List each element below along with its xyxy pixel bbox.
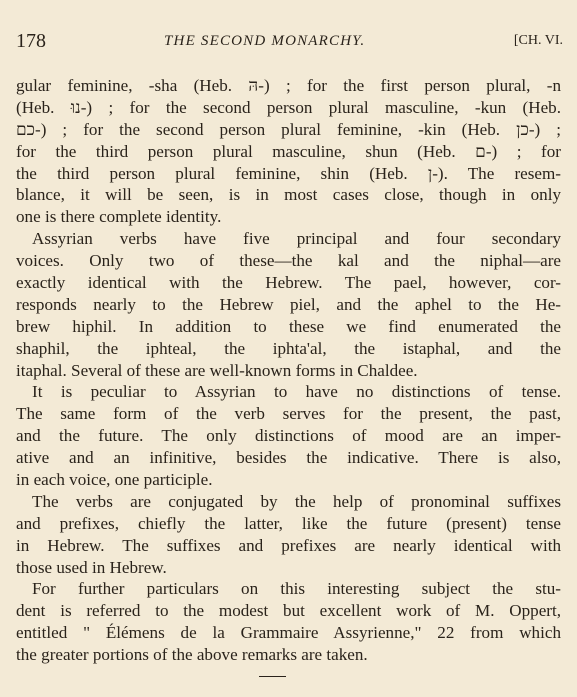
text-line: gular feminine, -sha (Heb. הּ-) ; for the first person plural, -n xyxy=(16,76,562,95)
text-line: and prefixes, chiefly the latter, like the future (present) tense xyxy=(16,513,561,533)
body-text xyxy=(16,75,561,666)
text-line: and the future. The only distinctions of mood are an imper- xyxy=(16,426,561,446)
text-line: The verbs are conjugated by the help of pronominal suffixes xyxy=(32,491,561,511)
footer-rule xyxy=(259,676,286,677)
text-line: voices. Only two of these—the kal and the niphal—are xyxy=(16,251,561,271)
text-line: for the third person plural masculine, shun (Heb. ם-) ; for xyxy=(16,141,561,161)
text-line: brew hiphil. In addition to these we find enumerated the xyxy=(16,316,561,336)
text-line: entitled " Élémens de la Grammaire Assyrienne," 22 from which xyxy=(16,623,561,643)
text-line: (Heb. נוּ-) ; for the second person plural masculine, -kun (Heb. xyxy=(16,97,561,117)
text-line: The same form of the verb serves for the present, the past, xyxy=(16,404,561,424)
text-line: itaphal. Several of these are well-known forms in Chaldee. xyxy=(16,360,418,380)
page-header xyxy=(16,30,563,54)
text-line: the third person plural feminine, shin (Heb. ן-). The resem- xyxy=(16,163,561,183)
text-line: כם-) ; for the second person plural feminine, -kin (Heb. כן-) ; xyxy=(16,119,561,139)
text-line: shaphil, the iphteal, the iphta'al, the istaphal, and the xyxy=(16,338,561,358)
text-line: one is there complete identity. xyxy=(16,207,222,227)
chapter-marker: [CH. VI. xyxy=(513,33,563,48)
text-line: ative and an infinitive, besides the indicative. There is also, xyxy=(16,448,561,468)
page-number: 178 xyxy=(16,30,46,52)
text-line: in Hebrew. The suffixes and prefixes are nearly identical with xyxy=(16,535,561,555)
text-line: For further particulars on this interesting subject the stu- xyxy=(32,579,561,599)
text-line: Assyrian verbs have five principal and four secondary xyxy=(32,229,561,249)
text-line: blance, it will be seen, is in most cases close, though in only xyxy=(16,185,561,205)
text-line: in each voice, one participle. xyxy=(16,470,213,490)
text-line: exactly identical with the Hebrew. The pael, however, cor- xyxy=(16,273,561,293)
text-line: dent is referred to the modest but excellent work of M. Oppert, xyxy=(16,601,561,621)
text-line: those used in Hebrew. xyxy=(16,557,167,577)
text-line: responds nearly to the Hebrew piel, and the aphel to the He- xyxy=(16,294,561,314)
text-line: It is peculiar to Assyrian to have no distinctions of tense. xyxy=(32,382,561,402)
running-title: THE SECOND MONARCHY. xyxy=(164,33,366,49)
text-line: the greater portions of the above remarks are taken. xyxy=(16,645,368,665)
